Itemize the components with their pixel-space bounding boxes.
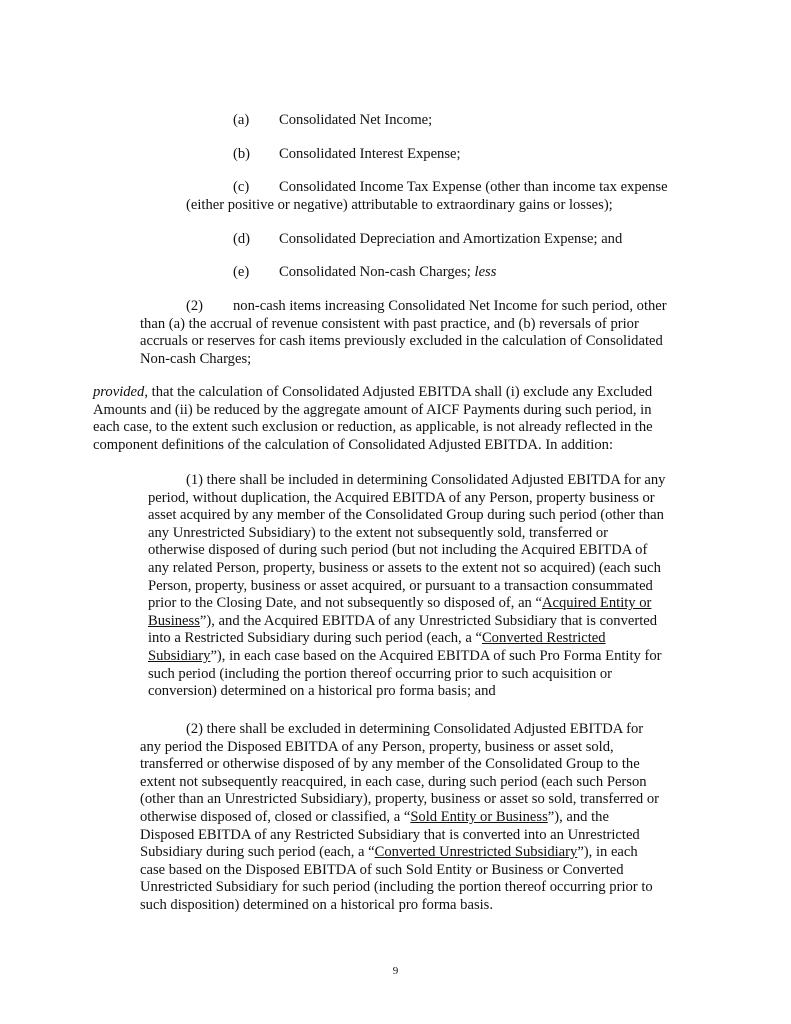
page-number: 9	[392, 965, 399, 977]
text-line: any period the Disposed EBITDA of any Person, property, business or asset sold,	[140, 738, 614, 755]
provided-emphasis: provided	[93, 384, 145, 400]
item-b-label: (b)	[233, 146, 251, 162]
item-2-first-line: non-cash items increasing Consolidated Net Income for such period, other	[233, 298, 667, 314]
text-line: Business”), and the Acquired EBITDA of any Unrestricted Subsidiary that is converted	[148, 612, 658, 629]
defined-term: Business	[148, 612, 200, 629]
text-line: such disposition) determined on a historical pro forma basis.	[140, 896, 494, 913]
item-e-emphasis: less	[474, 264, 497, 280]
item-c-label: (c)	[233, 179, 250, 195]
item-d-text: Consolidated Depreciation and Amortization Expense; and	[279, 231, 623, 247]
text-line: otherwise disposed of during such period (but not including the Acquired EBITDA of	[148, 542, 648, 559]
text-line: Subsidiary”), in each case based on the Acquired EBITDA of such Pro Forma Entity for	[148, 647, 662, 664]
text-line: case based on the Disposed EBITDA of such Sold Entity or Business or Converted	[140, 861, 624, 878]
item-c-text: Consolidated Income Tax Expense (other than income tax expense	[279, 179, 668, 195]
item-e-text	[279, 264, 496, 281]
paragraph-1	[148, 472, 665, 701]
text-line: Amounts and (ii) be reduced by the aggregate amount of AICF Payments during such period, in	[93, 401, 652, 418]
text-line: prior to the Closing Date, and not subsequently so disposed of, an “Acquired Entity or	[148, 595, 652, 612]
text-line: component definitions of the calculation of Consolidated Adjusted EBITDA. In addition:	[93, 436, 614, 453]
text-line: conversion) determined on a historical pro forma basis; and	[148, 683, 496, 700]
defined-term: Sold Entity or Business	[410, 808, 548, 825]
text-line: Person, property, business or asset acquired, or pursuant to a transaction consummated	[148, 577, 653, 594]
text-line: Unrestricted Subsidiary for such period (including the portion thereof occurring prior to	[140, 879, 653, 896]
text-line: (2) there shall be excluded in determining Consolidated Adjusted EBITDA for	[186, 721, 644, 737]
item-b-text: Consolidated Interest Expense;	[279, 146, 461, 162]
defined-term: Subsidiary	[148, 647, 211, 664]
text-line: extent not subsequently reacquired, in each case, during such period (each such Person	[140, 773, 647, 790]
text-line: provided, that the calculation of Consolidated Adjusted EBITDA shall (i) exclude any Excluded	[93, 384, 653, 400]
item-d-label: (d)	[233, 231, 251, 247]
paragraph-2	[140, 721, 659, 915]
text-line: each case, to the extent such exclusion or reduction, as applicable, is not already reflected in the	[93, 419, 653, 436]
item-2-body	[140, 316, 663, 369]
text-line: period, without duplication, the Acquired EBITDA of any Person, property business or	[148, 489, 655, 506]
defined-term: Acquired Entity or	[541, 595, 652, 612]
item-e-main: Consolidated Non-cash Charges;	[279, 264, 471, 280]
text-line: Non-cash Charges;	[140, 350, 252, 367]
proviso-paragraph	[93, 384, 653, 454]
text-line: such period (including the portion thereof occurring prior to such acquisition or	[148, 665, 613, 682]
text-line: Subsidiary during such period (each, a “Converted Unrestricted Subsidiary”), in each	[140, 844, 638, 861]
text-line: (1) there shall be included in determining Consolidated Adjusted EBITDA for any	[186, 472, 666, 488]
text-line: otherwise disposed of, closed or classified, a “Sold Entity or Business”), and the	[140, 808, 609, 825]
defined-term: Converted Unrestricted Subsidiary	[374, 844, 578, 861]
text-line: than (a) the accrual of revenue consistent with past practice, and (b) reversals of prior	[140, 315, 639, 332]
text-line: transferred or otherwise disposed of by any member of the Consolidated Group to the	[140, 756, 640, 773]
item-c-continuation: (either positive or negative) attributable to extraordinary gains or losses);	[186, 197, 613, 213]
text-line: accruals or reserves for cash items previously excluded in the calculation of Consolidated	[140, 333, 663, 350]
item-e-label: (e)	[233, 264, 250, 280]
text-line: any related Person, property, business or assets to the extent not so acquired) (each such	[148, 559, 661, 576]
item-2-label: (2)	[186, 298, 204, 314]
text-line: any Unrestricted Subsidiary) to the extent not subsequently sold, transferred or	[148, 524, 608, 541]
text-line: Disposed EBITDA of any Restricted Subsidiary that is converted into an Unrestricted	[140, 826, 640, 843]
text-line: (other than an Unrestricted Subsidiary), property, business or asset so sold, transferred or	[140, 791, 660, 808]
item-a-text: Consolidated Net Income;	[279, 112, 433, 128]
text-line: into a Restricted Subsidiary during such period (each, a “Converted Restricted	[148, 630, 606, 647]
item-a-label: (a)	[233, 112, 250, 128]
text-line: asset acquired by any member of the Consolidated Group during such period (other than	[148, 507, 664, 524]
defined-term: Converted Restricted	[481, 630, 606, 647]
